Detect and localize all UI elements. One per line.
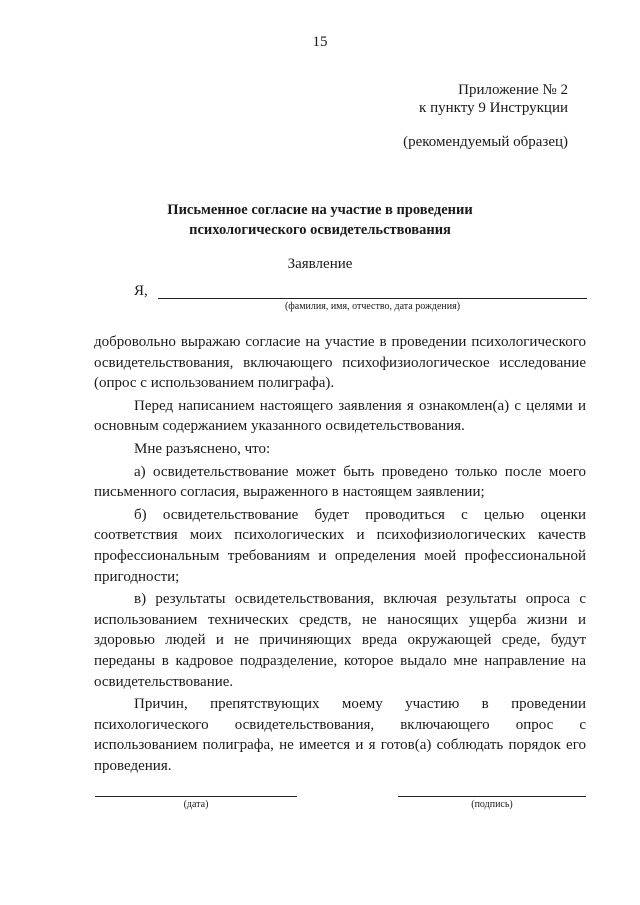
paragraph-explained: Мне разъяснено, что: — [134, 440, 271, 457]
name-fill-line[interactable] — [158, 298, 587, 299]
date-fill-line[interactable] — [95, 796, 297, 797]
signature-caption: (подпись) — [471, 799, 513, 810]
date-caption: (дата) — [183, 799, 209, 810]
document-title-line-1: Письменное согласие на участие в проведении — [167, 202, 473, 218]
paragraph-item-a: а) освидетельствование может быть проведено только после моего письменного согласия, выраженного в настоящем заявлении; — [94, 463, 586, 501]
appendix-sample-note: (рекомендуемый образец) — [403, 134, 568, 150]
appendix-number: Приложение № 2 — [458, 82, 568, 98]
appendix-reference: к пункту 9 Инструкции — [419, 100, 568, 116]
document-subtitle: Заявление — [287, 256, 353, 272]
document-title-line-2: психологического освидетельствования — [189, 222, 451, 238]
paragraph-no-obstacles: Причин, препятствующих моему участию в проведении психологического освидетельствования, включающего опрос с использованием полиграфа, не имеется и я готов(а) соблюдать порядок его проведения. — [94, 696, 586, 774]
signature-fill-line[interactable] — [398, 796, 586, 797]
statement-body — [94, 332, 586, 776]
paragraph-item-c: в) результаты освидетельствования, включая результаты опроса с использованием технических средств, не наносящих ущерба жизни и здоровью людей и не причиняющих вреда окружающей среде, будут переданы в кадровое подразделение, которое выдало мне направление на освидетельствование. — [94, 591, 586, 690]
name-field-label: Я, — [134, 283, 148, 299]
page-number: 15 — [312, 34, 328, 50]
paragraph-acquainted: Перед написанием настоящего заявления я ознакомлен(а) с целями и основным содержанием указанного освидетельствования. — [94, 397, 586, 435]
paragraph-consent: добровольно выражаю согласие на участие в проведении психологического освидетельствования, включающего психофизиологическое исследование (опрос с использованием полиграфа). — [94, 334, 586, 392]
paragraph-item-b: б) освидетельствование будет проводиться с целью оценки соответствия моих психологических и психофизиологических качеств профессиональным требованиям и определения моей профессиональной пригодности; — [94, 506, 586, 585]
name-field-caption: (фамилия, имя, отчество, дата рождения) — [284, 301, 461, 312]
